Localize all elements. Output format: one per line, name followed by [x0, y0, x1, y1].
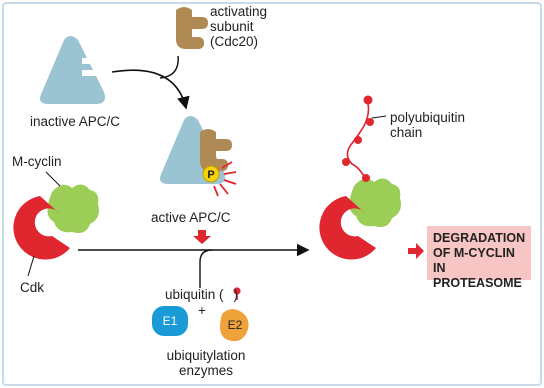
red-right-arrow — [408, 243, 424, 259]
plus-sign: + — [198, 303, 206, 318]
e2-label: E2 — [227, 318, 243, 332]
m-cyclin-ubiquitinated-shape — [349, 178, 401, 227]
polyubiquitin-chain-label: polyubiquitin chain — [390, 110, 466, 140]
polyubiquitin-leader-line — [372, 116, 386, 118]
ubiquitin-label: ubiquitin ( ) — [165, 287, 239, 302]
m-cyclin-label: M-cyclin — [12, 154, 62, 169]
phosphate-label: P — [207, 169, 215, 181]
subunit-joining-line — [160, 56, 178, 78]
cdk-label: Cdk — [20, 280, 45, 295]
active-apc-shape — [160, 116, 236, 196]
degradation-box: DEGRADATION OF M-CYCLIN IN PROTEASOME — [427, 226, 531, 280]
red-down-arrow — [193, 230, 211, 244]
activating-subunit-shape — [176, 7, 208, 49]
ubiquitylation-enzymes-label: ubiquitylation enzymes — [166, 348, 246, 378]
m-cyclin-leader-line — [46, 172, 60, 186]
inactive-apc-label: inactive APC/C — [30, 114, 121, 129]
activation-arrow — [112, 70, 186, 108]
ubiquitin-input-line — [200, 250, 212, 288]
active-apc-label: active APC/C — [151, 210, 231, 225]
e1-label: E1 — [162, 314, 178, 328]
polyubiquitin-chain-shape — [342, 96, 374, 183]
activating-subunit-label: activating subunit (Cdc20) — [210, 4, 268, 49]
m-cyclin-shape — [47, 184, 99, 233]
inactive-apc-shape — [40, 36, 105, 104]
cdk-leader-line — [28, 256, 34, 276]
